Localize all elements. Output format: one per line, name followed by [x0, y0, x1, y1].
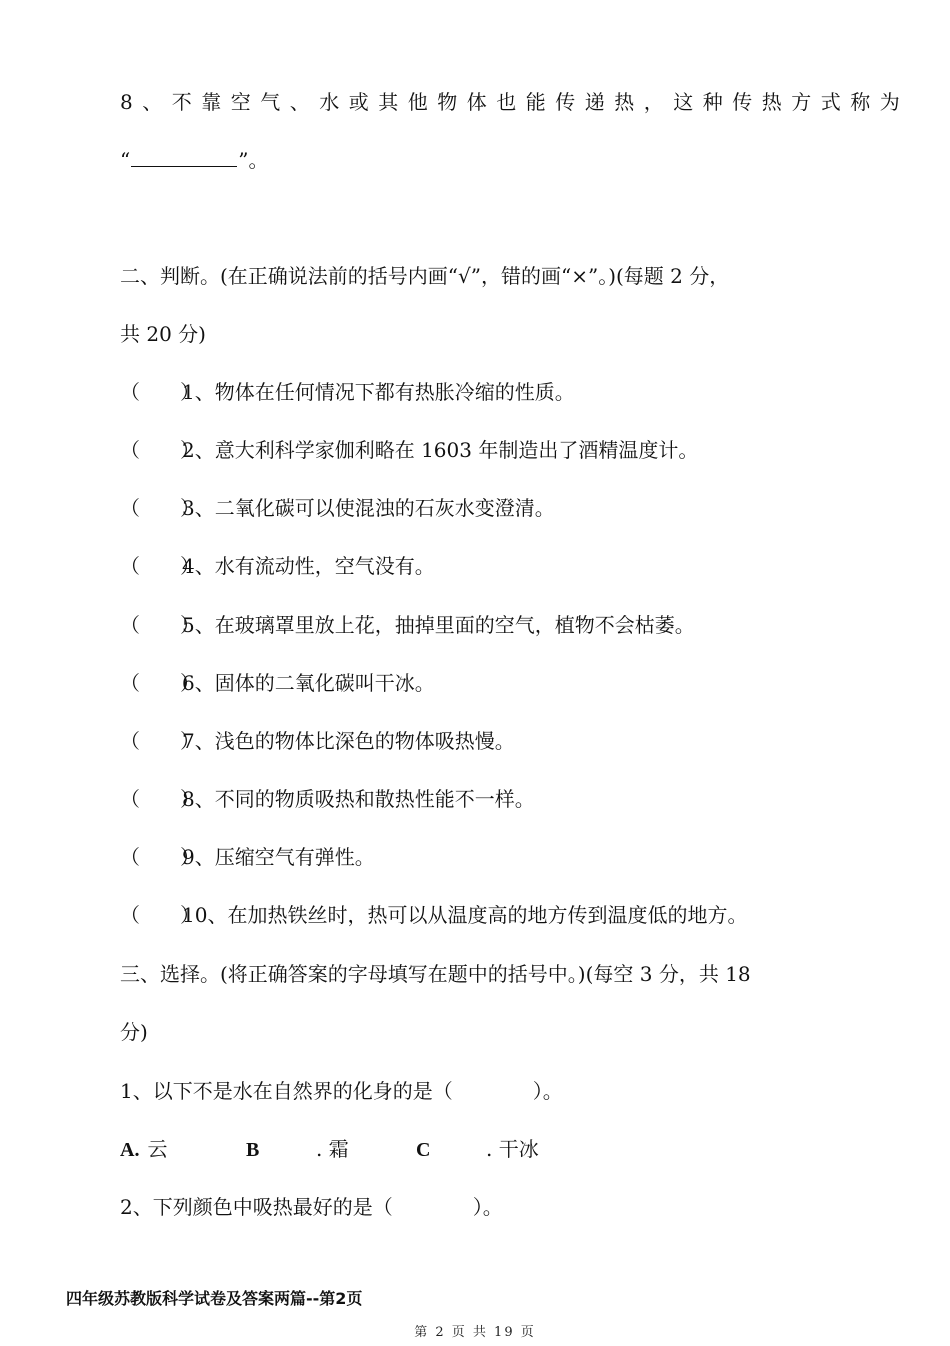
close-quote: ”。 — [238, 148, 269, 172]
option-b-letter: B — [246, 1139, 260, 1161]
judge-item-text: 8、不同的物质吸热和散热性能不一样。 — [182, 787, 535, 811]
option-b — [316, 1135, 416, 1163]
option-b-letter-wrap — [246, 1135, 316, 1164]
answer-paren: （ ） — [120, 903, 200, 927]
judge-item-text: 10、在加热铁丝时，热可以从温度高的地方传到温度低的地方。 — [182, 903, 748, 927]
option-c-letter-wrap — [416, 1135, 486, 1164]
option-c-letter: C — [416, 1139, 431, 1161]
section-2-heading-line-2: 共 20 分) — [120, 322, 206, 346]
answer-paren: （ ） — [120, 845, 200, 869]
option-a-text: 云 — [147, 1137, 168, 1161]
section-3-heading-line-1: 三、选择。(将正确答案的字母填写在题中的括号中。)(每空 3 分，共 18 — [120, 962, 751, 986]
section-2-heading-line-1: 二、判断。(在正确说法前的括号内画“√”，错的画“×”。)(每题 2 分， — [120, 264, 730, 288]
answer-paren: （ ） — [120, 613, 200, 637]
open-quote: “ — [120, 148, 131, 172]
option-a-letter: A. — [120, 1139, 140, 1161]
judge-item-text: 2、意大利科学家伽利略在 1603 年制造出了酒精温度计。 — [182, 438, 699, 462]
page-number: 第 2 页 共 19 页 — [414, 1325, 536, 1340]
answer-paren: （ ） — [120, 554, 200, 578]
judge-item-1 — [120, 378, 575, 406]
document-footer-title: 四年级苏教版科学试卷及答案两篇--第2页 — [66, 1289, 363, 1308]
answer-paren: （ ） — [120, 496, 200, 520]
choice-question-2: 2、下列颜色中吸热最好的是（ ）。 — [120, 1195, 503, 1219]
judge-item-3 — [120, 494, 555, 522]
judge-item-text: 1、物体在任何情况下都有热胀冷缩的性质。 — [182, 380, 575, 404]
section-3-heading-line-2: 分) — [120, 1020, 148, 1044]
choice-question-1-options — [120, 1135, 539, 1164]
answer-paren: （ ） — [120, 438, 200, 462]
judge-item-5 — [120, 611, 695, 639]
judge-item-text: 5、在玻璃罩里放上花，抽掉里面的空气，植物不会枯萎。 — [182, 613, 695, 637]
option-a — [120, 1135, 246, 1164]
answer-paren: （ ） — [120, 671, 200, 695]
option-c-text: . 干冰 — [486, 1137, 539, 1161]
choice-question-1: 1、以下不是水在自然界的化身的是（ ）。 — [120, 1079, 563, 1103]
answer-paren: （ ） — [120, 787, 200, 811]
option-c — [486, 1135, 539, 1163]
judge-item-text: 6、固体的二氧化碳叫干冰。 — [182, 671, 435, 695]
answer-paren: （ ） — [120, 729, 200, 753]
question-8-line-1: 8、不靠空气、水或其他物体也能传递热，这种传热方式称为 — [120, 90, 910, 114]
option-b-text: . 霜 — [316, 1137, 349, 1161]
judge-item-7 — [120, 727, 515, 755]
question-8-line-2 — [120, 146, 268, 174]
answer-blank — [131, 148, 237, 167]
judge-item-6 — [120, 669, 435, 697]
judge-item-text: 7、浅色的物体比深色的物体吸热慢。 — [182, 729, 515, 753]
judge-item-9 — [120, 843, 375, 871]
judge-item-4 — [120, 552, 435, 580]
judge-item-10 — [120, 901, 747, 929]
judge-item-text: 4、水有流动性，空气没有。 — [182, 554, 435, 578]
judge-item-8 — [120, 785, 535, 813]
answer-paren: （ ） — [120, 380, 200, 404]
judge-item-text: 9、压缩空气有弹性。 — [182, 845, 375, 869]
judge-item-text: 3、二氧化碳可以使混浊的石灰水变澄清。 — [182, 496, 555, 520]
judge-item-2 — [120, 436, 698, 464]
